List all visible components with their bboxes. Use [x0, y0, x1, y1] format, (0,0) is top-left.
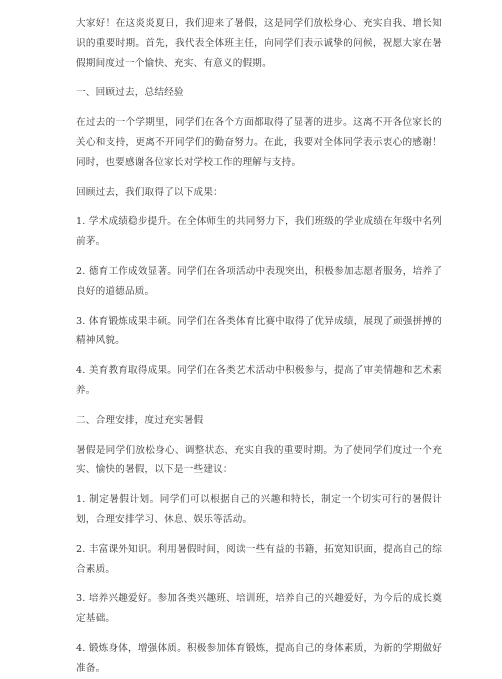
- section-1-item-4: 4. 美育教育取得成果。同学们在各类艺术活动中积极参与，提高了审美情趣和艺术素养。: [76, 365, 442, 396]
- section-1-heading: 一、回顾过去，总结经验: [76, 87, 184, 99]
- section-1-item-2: 2. 德育工作成效显著。同学们在各项活动中表现突出，积极参加志愿者服务，培养了良好的道德品质。: [76, 265, 442, 297]
- section-2-item-3: 3. 培养兴趣爱好。参加各类兴趣班、培训班，培养自己的兴趣爱好，为今后的成长奠定基础。: [76, 593, 442, 625]
- section-1-item-1: 1. 学术成绩稳步提升。在全体师生的共同努力下，我们班级的学业成绩在年级中名列前茅。: [76, 216, 442, 248]
- section-1-paragraph: 在过去的一个学期里，同学们在各个方面都取得了显著的进步。这离不开各位家长的关心和支持，更离不开同学们的勤奋努力。在此，我要对全体同学表示衷心的感谢！同时，也要感谢各位家长对学校工作的理解与支持。: [76, 117, 442, 168]
- section-2-item-1: 1. 制定暑假计划。同学们可以根据自己的兴趣和特长，制定一个切实可行的暑假计划，合理安排学习、休息、娱乐等活动。: [76, 494, 442, 525]
- intro-paragraph: 大家好！在这炎炎夏日，我们迎来了暑假，这是同学们放松身心、充实自我、增长知识的重要时期。首先，我代表全体班主任，向同学们表示诚挚的问候，祝愿大家在暑假期间度过一个愉快、充实、有意义的假期。: [76, 18, 442, 69]
- section-1-item-3: 3. 体育锻炼成果丰硕。同学们在各类体育比赛中取得了优异成绩，展现了顽强拼搏的精神风貌。: [76, 315, 442, 347]
- section-2-paragraph: 暑假是同学们放松身心、调整状态、充实自我的重要时期。为了使同学们度过一个充实、愉快的暑假，以下是一些建议：: [76, 444, 442, 476]
- section-2-heading: 二、合理安排，度过充实暑假: [76, 414, 204, 426]
- section-1-lead: 回顾过去，我们取得了以下成果：: [76, 186, 223, 198]
- section-2-item-2: 2. 丰富课外知识。利用暑假时间，阅读一些有益的书籍，拓宽知识面，提高自己的综合素质。: [76, 543, 442, 575]
- section-2-item-4: 4. 锻炼身体，增强体质。积极参加体育锻炼，提高自己的身体素质，为新的学期做好准备。: [76, 642, 442, 674]
